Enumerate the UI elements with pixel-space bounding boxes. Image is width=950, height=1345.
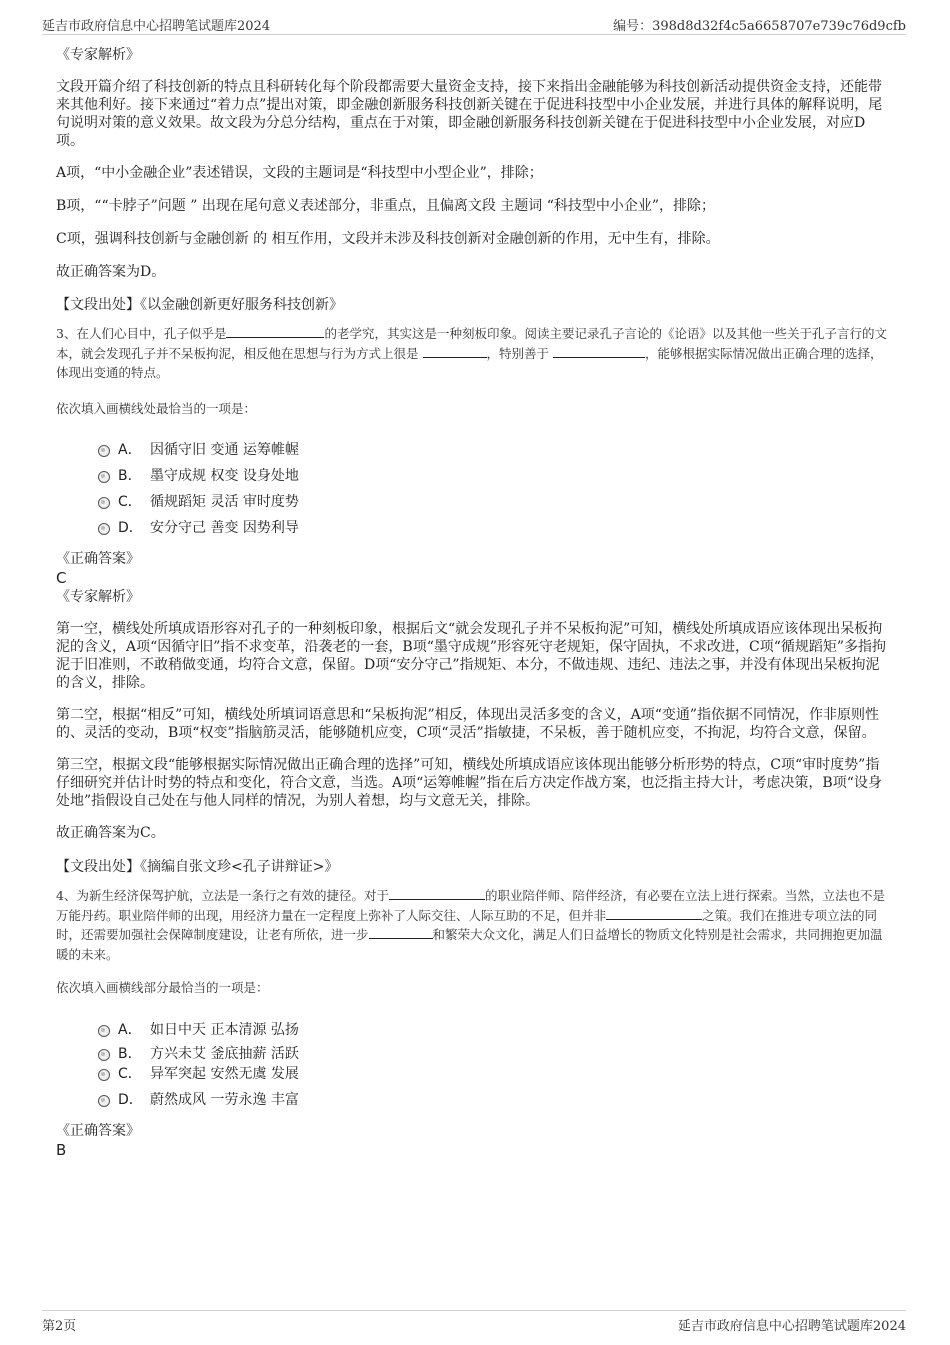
- radio-icon[interactable]: [98, 1025, 110, 1037]
- q2-option-a-analysis: A项，“中小金融企业”表述错误，文段的主题词是“科技型中小型企业”，排除；: [56, 165, 543, 181]
- q4-option-c[interactable]: C． 异军突起 安然无虞 发展: [98, 1060, 888, 1086]
- radio-icon[interactable]: [98, 1095, 110, 1107]
- q2-analysis-label: 《专家解析》: [56, 47, 140, 63]
- blank-2: [423, 345, 487, 358]
- q2-analysis-para: 文段开篇介绍了科技创新的特点且科研转化每个阶段都需要大量资金支持，接下来指出金融能够为科技创新活动提供资金支持，还能带来其他利好。接下来通过“着力点”提出对策，即金融创新服务科技创新关键在于促进科技型中小企业发展，并进行具体的解释说明，尾句说明对策的意义效果。故文段为分总分结构，重点在于对策，即金融创新服务科技创新关键在于促进科技型中小企业发展，对应D项。: [56, 79, 883, 149]
- q2-option-c-analysis: C项，强调科技创新与金融创新 的 相互作用，文段并未涉及科技创新对金融创新的作用，无中生有，排除。: [56, 231, 720, 247]
- q4-stem: 4、为新生经济保驾护航，立法是一条行之有效的捷径。对于 的职业陪伴师、陪伴经济，有必要在立法上进行探索。当然，立法也不是万能丹药。职业陪伴师的出现，用经济力量在一定程度上弥补了人际交往、人际互助的不足，但并非 之策。我们在推进专项立法的同时，还需要加强社会保障制度建设，让老有所依，进一步 和繁荣大众文化，满足人们日益增长的物质文化特别是社会需求，共同拥抱更加温暖的未来。: [56, 888, 885, 962]
- q2-conclusion: 故正确答案为D。: [56, 264, 166, 280]
- q4-option-d[interactable]: D． 蔚然成风 一劳永逸 丰富: [98, 1086, 888, 1112]
- q4-options: [56, 1016, 888, 1112]
- blank-2: [606, 907, 702, 920]
- q3-options: [56, 436, 888, 540]
- blank-1: [226, 325, 324, 338]
- q3-analysis-para-3: 第三空，根据文段“能够根据实际情况做出正确合理的选择”可知，横线处所填成语应该体现出能够分析形势的特点，C项“审时度势”指仔细研究并估计时势的特点和变化，符合文意，当选。A项“运筹帷幄”指在后方决定作战方案，也泛指主持大计，考虑决策，B项“设身处地”指假设自己处在与他人同样的情况，为别人着想，均与文意无关，排除。: [56, 757, 882, 809]
- radio-icon[interactable]: [98, 497, 110, 509]
- q4-instruction: 依次填入画横线部分最恰当的一项是：: [56, 980, 269, 995]
- q3-option-d[interactable]: D． 安分守己 善变 因势利导: [98, 514, 888, 540]
- radio-icon[interactable]: [98, 471, 110, 483]
- page-content: [56, 46, 888, 1160]
- q3-analysis-para-1: 第一空，横线处所填成语形容对孔子的一种刻板印象，根据后文“就会发现孔子并不呆板拘泥”可知，横线处所填成语应该体现出呆板拘泥的含义，A项“因循守旧”指不求变革，沿袭老的一套，B项“墨守成规”形容死守老规矩，保守固执，不求改进，C项“循规蹈矩”多指拘泥于旧准则，不敢稍做变通，均符合文意，保留。D项“安分守己”指规矩、本分，不做违规、违纪、违法之事，并没有体现出呆板拘泥的含义，排除。: [56, 621, 887, 691]
- q3-source: 【文段出处】《摘编自张文珍<孔子讲辩证>》: [56, 859, 339, 875]
- q4-option-b[interactable]: B． 方兴未艾 釜底抽薪 活跃: [98, 1040, 888, 1060]
- blank-1: [389, 887, 485, 900]
- header-title: 延吉市政府信息中心招聘笔试题库2024: [42, 19, 271, 34]
- q4-option-a[interactable]: A． 如日中天 正本清源 弘扬: [98, 1016, 888, 1040]
- q3-conclusion: 故正确答案为C。: [56, 825, 165, 841]
- page-number: 第2页: [42, 1319, 77, 1334]
- q4-answer: B: [56, 1140, 67, 1159]
- page-footer: [42, 1310, 906, 1333]
- blank-3: [553, 345, 645, 358]
- page-header: [42, 12, 906, 35]
- radio-icon[interactable]: [98, 523, 110, 535]
- q4-answer-label: 《正确答案》: [56, 1122, 140, 1139]
- q3-instruction: 依次填入画横线处最恰当的一项是：: [56, 400, 257, 416]
- q3-answer-label: 《正确答案》: [56, 551, 140, 567]
- radio-icon[interactable]: [98, 445, 110, 457]
- blank-3: [369, 926, 433, 939]
- q3-option-c[interactable]: C． 循规蹈矩 灵活 审时度势: [98, 488, 888, 514]
- q3-answer: C: [56, 569, 67, 587]
- header-doc-id: 编号：398d8d32f4c5a6658707e739c76d9cfb: [613, 19, 906, 34]
- q3-stem: 3、在人们心目中，孔子似乎是 的老学究，其实这是一种刻板印象。阅读主要记录孔子言论的《论语》以及其他一些关于孔子言行的文本，就会发现孔子并不呆板拘泥，相反他在思想与行为方式上很是 ，特别善于 ，能够根据实际情况做出正确合理的选择，体现出变通的特点。: [56, 326, 887, 380]
- q3-option-a[interactable]: A． 因循守旧 变通 运筹帷幄: [98, 436, 888, 462]
- q3-option-b[interactable]: B． 墨守成规 权变 设身处地: [98, 462, 888, 488]
- q2-option-b-analysis: B项，““卡脖子”问题 ” 出现在尾句意义表述部分，非重点，且偏离文段 主题词 “科技型中小企业”，排除；: [56, 198, 716, 214]
- q2-source: 【文段出处】《以金融创新更好服务科技创新》: [56, 297, 343, 313]
- radio-icon[interactable]: [98, 1069, 110, 1081]
- q3-analysis-para-2: 第二空，根据“相反”可知，横线处所填词语意思和“呆板拘泥”相反，体现出灵活多变的含义，A项“变通”指依据不同情况，作非原则性的、灵活的变动，B项“权变”指脑筋灵活，能够随机应变，C项“灵活”指敏捷，不呆板，善于随机应变，不拘泥，均符合文意，保留。: [56, 707, 880, 741]
- footer-title: 延吉市政府信息中心招聘笔试题库2024: [677, 1319, 906, 1334]
- q3-analysis-label: 《专家解析》: [56, 589, 140, 605]
